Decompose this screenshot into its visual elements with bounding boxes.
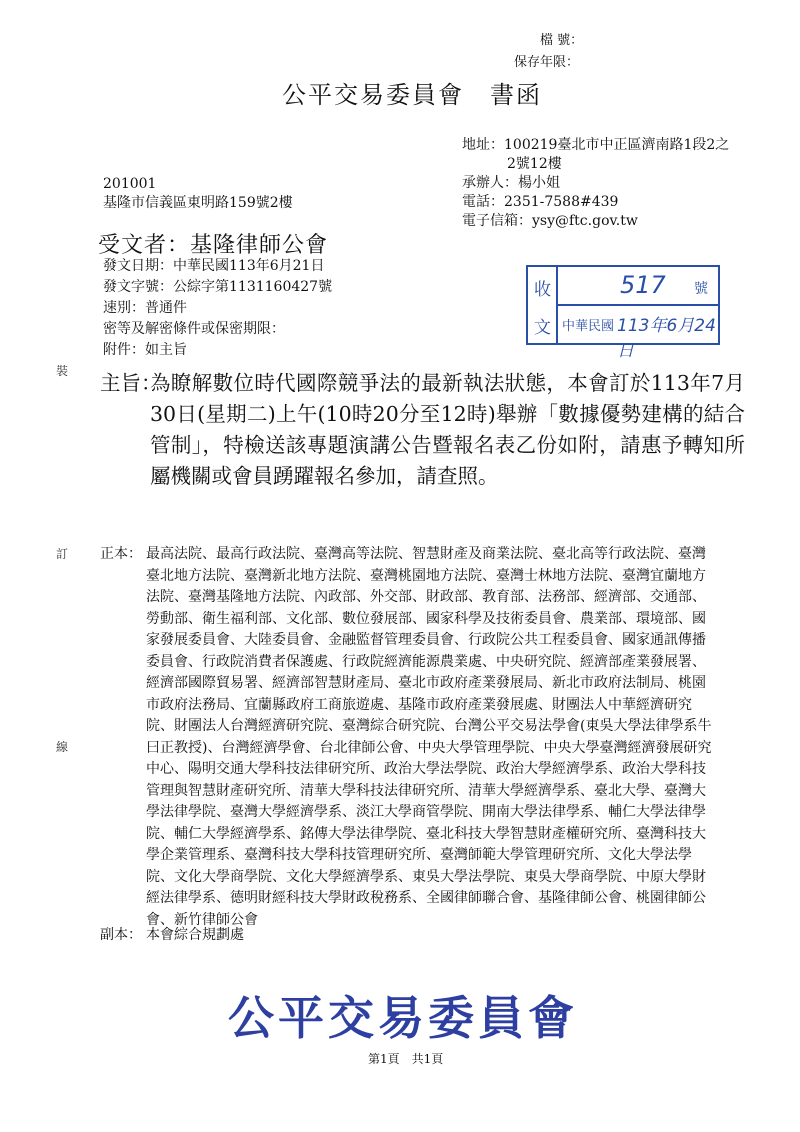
sender-address-line1: 地址：100219臺北市中正區濟南路1段2之: [462, 137, 730, 153]
contact-person: 承辦人：楊小姐: [462, 175, 560, 191]
file-number-label: 檔 號：: [540, 33, 584, 48]
page-footer: 第1頁 共1頁: [368, 1052, 444, 1066]
sender-address-line2: 2號12樓: [507, 156, 562, 172]
subject-block: [100, 368, 760, 498]
recipient-postal-code: 201001: [103, 176, 157, 192]
main-recipients-label: 正本：: [100, 546, 142, 562]
margin-mark-line: 線: [56, 740, 69, 754]
stamp-date-prefix: 中華民國: [562, 319, 615, 334]
issue-date: 發文日期：中華民國113年6月21日: [103, 258, 325, 274]
recipient-address: 基隆市信義區東明路159號2樓: [103, 195, 293, 211]
retention-period-label: 保存年限：: [514, 55, 580, 70]
document-title: 公平交易委員會 書函: [282, 81, 542, 109]
subject-label: 主旨：: [100, 371, 162, 395]
distribution-block: [100, 544, 720, 928]
receipt-stamp: [526, 265, 720, 361]
document-fields: [103, 256, 332, 361]
addressee: 受文者：基隆律師公會: [98, 233, 329, 258]
stamp-receive-char: 收: [534, 280, 551, 300]
margin-mark-staple: 訂: [56, 547, 69, 561]
main-recipients-text: 最高法院、最高行政法院、臺灣高等法院、智慧財產及商業法院、臺北高等行政法院、臺灣臺北地方法院、臺灣新北地方法院、臺灣桃園地方法院、臺灣士林地方法院、臺灣宜蘭地方法院、臺灣基隆地方法院、內政部、外交部、財政部、教育部、法務部、經濟部、交通部、勞動部、衛生福利部、文化部、數位發展部、國家科學及技術委員會、農業部、環境部、國家發展委員會、大陸委員會、金融監督管理委員會、行政院公共工程委員會、國家通訊傳播委員會、行政院消費者保護處、行政院經濟能源農業處、中央研究院、經濟部產業發展署、經濟部國際貿易署、經濟部智慧財產局、臺北市政府產業發展局、新北市政府法制局、桃園市政府法務局、宜蘭縣政府工商旅遊處、基隆市政府產業發展處、財團法人中華經濟研究院、財團法人台灣經濟研究院、臺灣綜合研究院、台灣公平交易法學會(東吳大學法律學系牛曰正教授)、台灣經濟學會、台北律師公會、中央大學管理學院、中央大學臺灣經濟發展研究中心、陽明交通大學科技法律研究所、政治大學法學院、政治大學經濟學系、政治大學科技管理與智慧財產研究所、清華大學科技法律研究所、清華大學經濟學系、臺北大學、臺灣大學法律學院、臺灣大學經濟學系、淡江大學商管學院、開南大學法律學系、輔仁大學法律學院、輔仁大學經濟學系、銘傳大學法律學院、臺北科技大學智慧財產權研究所、臺灣科技大學企業管理系、臺灣科技大學科技管理研究所、臺灣師範大學管理研究所、文化大學法學院、文化大學商學院、文化大學經濟學系、東吳大學法學院、東吳大學商學院、中原大學財經法律學系、德明財經科技大學財政稅務系、全國律師聯合會、基隆律師公會、桃園律師公會、新竹律師公會: [146, 546, 712, 928]
speed-class: 速別：普通件: [103, 300, 187, 316]
stamp-doc-char: 文: [534, 318, 551, 338]
official-seal: 公平交易委員會: [228, 991, 578, 1045]
confidentiality-field: 密等及解密條件或保密期限：: [103, 321, 285, 337]
copy-recipients-text: 本會綜合規劃處: [146, 927, 244, 943]
stamp-date-handwritten: 113年6月24日: [617, 316, 716, 361]
stamp-number-suffix: 號: [694, 281, 708, 297]
contact-phone: 電話：2351-7588#439: [462, 194, 619, 210]
recipient-address-block: [103, 175, 293, 213]
stamp-receipt-number: 517: [620, 271, 666, 299]
contact-email: 電子信箱：ysy@ftc.gov.tw: [462, 213, 638, 229]
copy-recipients-label: 副本：: [100, 927, 142, 943]
sender-contact-block: [462, 136, 729, 231]
attachment-field: 附件：如主旨: [103, 342, 187, 358]
margin-mark-bind: 裝: [56, 364, 69, 378]
copy-block: [100, 925, 720, 947]
subject-text: 為瞭解數位時代國際競爭法的最新執法狀態，本會訂於113年7月30日(星期二)上午(10時20分至12時)舉辦「數據優勢建構的結合管制」，特檢送該專題演講公告暨報名表乙份如附，請惠予轉知所屬機關或會員踴躍報名參加，請查照。: [150, 371, 745, 488]
document-number: 發文字號：公綜字第1131160427號: [103, 279, 333, 295]
